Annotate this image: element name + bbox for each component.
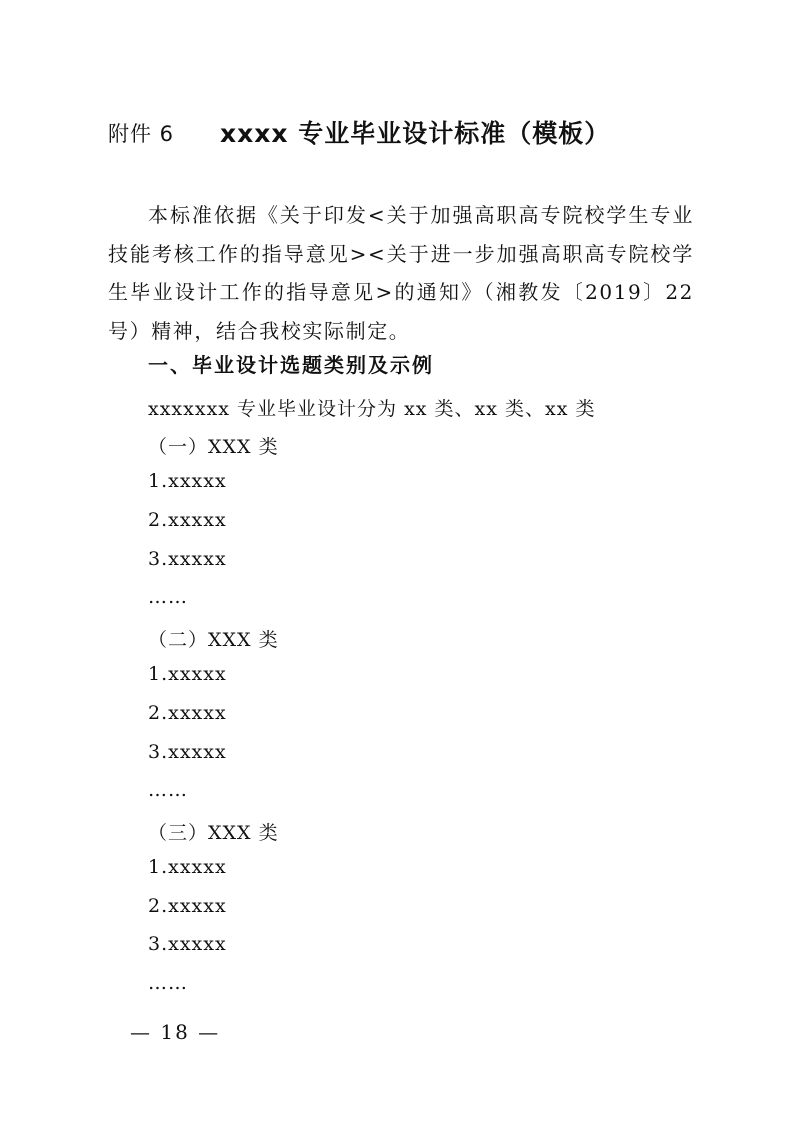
section-heading: 一、毕业设计选题类别及示例 bbox=[148, 353, 434, 377]
category-label: （一）XXX 类 bbox=[148, 436, 279, 458]
category-label: （二）XXX 类 bbox=[148, 629, 279, 651]
document-header bbox=[108, 112, 728, 152]
category-summary: xxxxxxx 专业毕业设计分为 xx 类、xx 类、xx 类 bbox=[148, 398, 596, 420]
ellipsis: …… bbox=[148, 586, 188, 608]
list-item: 1.xxxxx bbox=[148, 470, 227, 492]
category-label: （三）XXX 类 bbox=[148, 822, 279, 844]
list-item: 3.xxxxx bbox=[148, 741, 227, 763]
list-item: 3.xxxxx bbox=[148, 548, 227, 570]
attachment-label: 附件 6 bbox=[108, 122, 175, 146]
document-title: xxxx 专业毕业设计标准（模板） bbox=[220, 119, 611, 148]
intro-paragraph: 本标准依据《关于印发<关于加强高职高专院校学生专业技能考核工作的指导意见><关于进一步加强高职高专院校学生毕业设计工作的指导意见>的通知》（湘教发〔2019〕22号）精神，结合我校实际制定。 bbox=[108, 203, 694, 343]
ellipsis: …… bbox=[148, 779, 188, 801]
page-number: — 18 — bbox=[130, 1020, 221, 1044]
list-item: 1.xxxxx bbox=[148, 663, 227, 685]
list-item: 2.xxxxx bbox=[148, 702, 227, 724]
list-item: 2.xxxxx bbox=[148, 895, 227, 917]
list-item: 2.xxxxx bbox=[148, 509, 227, 531]
list-item: 1.xxxxx bbox=[148, 856, 227, 878]
ellipsis: …… bbox=[148, 972, 188, 994]
list-item: 3.xxxxx bbox=[148, 933, 227, 955]
